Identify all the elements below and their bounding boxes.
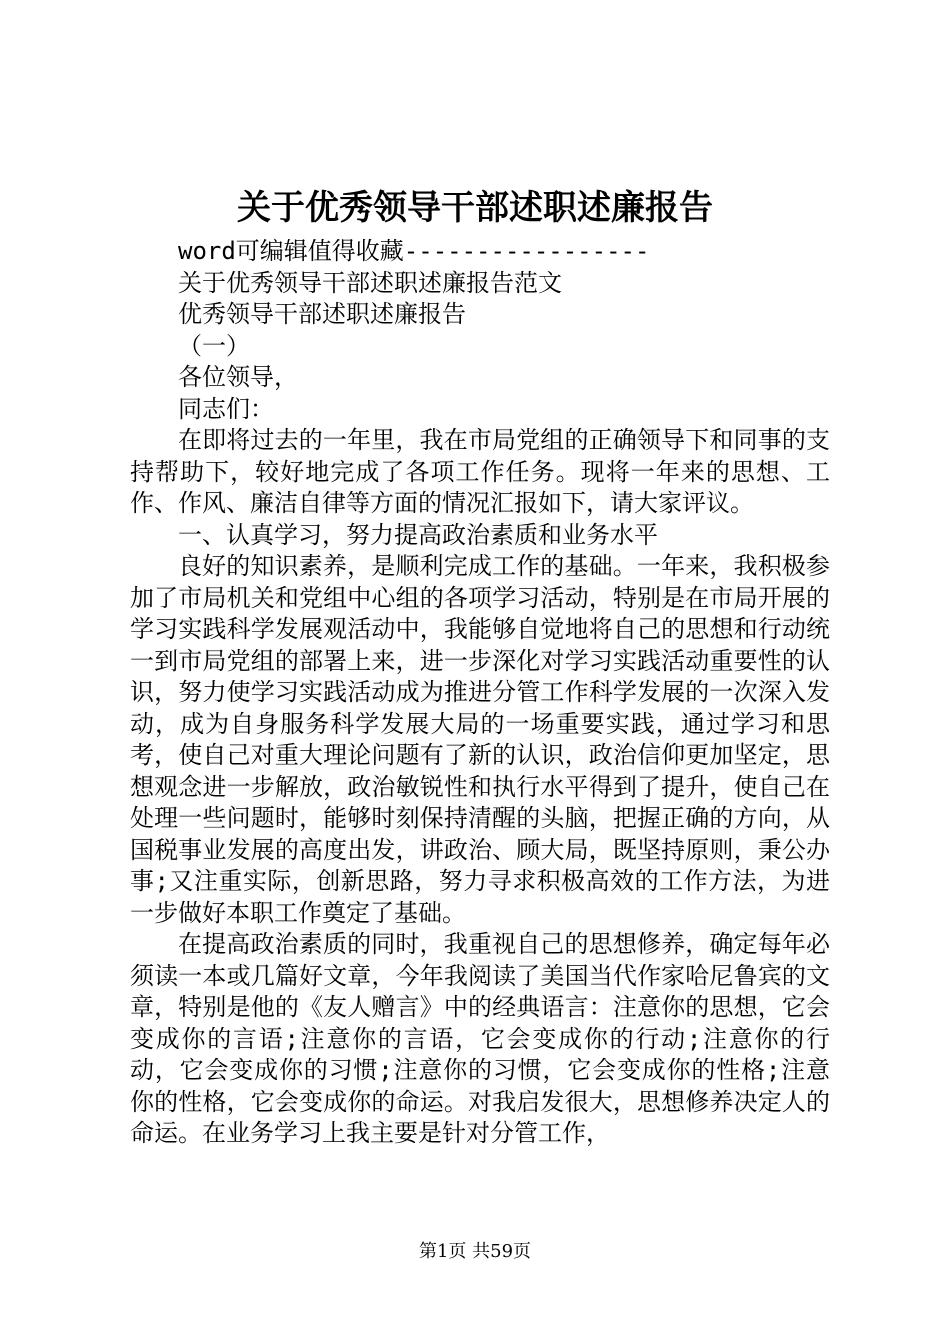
text-line: 优秀领导干部述职述廉报告: [178, 300, 466, 328]
document-title: 关于优秀领导干部述职述廉报告: [237, 188, 713, 228]
text-line: 各位领导，: [178, 363, 298, 391]
section-heading: 一、认真学习，努力提高政治素质和业务水平: [178, 520, 658, 549]
paragraph: 在即将过去的一年里，我在市局党组的正确领导下和同事的支持帮助下，较好地完成了各项工作任务。现将一年来的思想、工作、作风、廉洁自律等方面的情况汇报如下，请大家评议。: [130, 426, 830, 517]
page-footer: 第1页 共59页: [418, 1241, 532, 1262]
text-line: 关于优秀领导干部述职述廉报告范文: [178, 268, 562, 297]
text-line: （一）: [178, 331, 250, 360]
text-line: 同志们：: [178, 394, 274, 423]
document-body: [130, 236, 830, 1150]
text-line: word可编辑值得收藏-----------------: [178, 237, 650, 265]
paragraph: 在提高政治素质的同时，我重视自己的思想修养，确定每年必须读一本或几篇好文章，今年我阅读了美国当代作家哈尼鲁宾的文章，特别是他的《友人赠言》中的经典语言：注意你的思想，它会变成你的言语;注意你的言语，它会变成你的行动;注意你的行动，它会变成你的习惯;注意你的习惯，它会变成你的性格;注意你的性格，它会变成你的命运。对我启发很大，思想修养决定人的命运。在业务学习上我主要是针对分管工作，: [130, 930, 830, 1147]
paragraph: 良好的知识素养，是顺利完成工作的基础。一年来，我积极参加了市局机关和党组中心组的各项学习活动，特别是在市局开展的学习实践科学发展观活动中，我能够自觉地将自己的思想和行动统一到市局党组的部署上来，进一步深化对学习实践活动重要性的认识，努力使学习实践活动成为推进分管工作科学发展的一次深入发动，成为自身服务科学发展大局的一场重要实践，通过学习和思考，使自己对重大理论问题有了新的认识，政治信仰更加坚定，思想观念进一步解放，政治敏锐性和执行水平得到了提升，使自己在处理一些问题时，能够时刻保持清醒的头脑，把握正确的方向，从国税事业发展的高度出发，讲政治、顾大局，既坚持原则，秉公办事;又注重实际，创新思路，努力寻求积极高效的工作方法，为进一步做好本职工作奠定了基础。: [130, 552, 830, 927]
